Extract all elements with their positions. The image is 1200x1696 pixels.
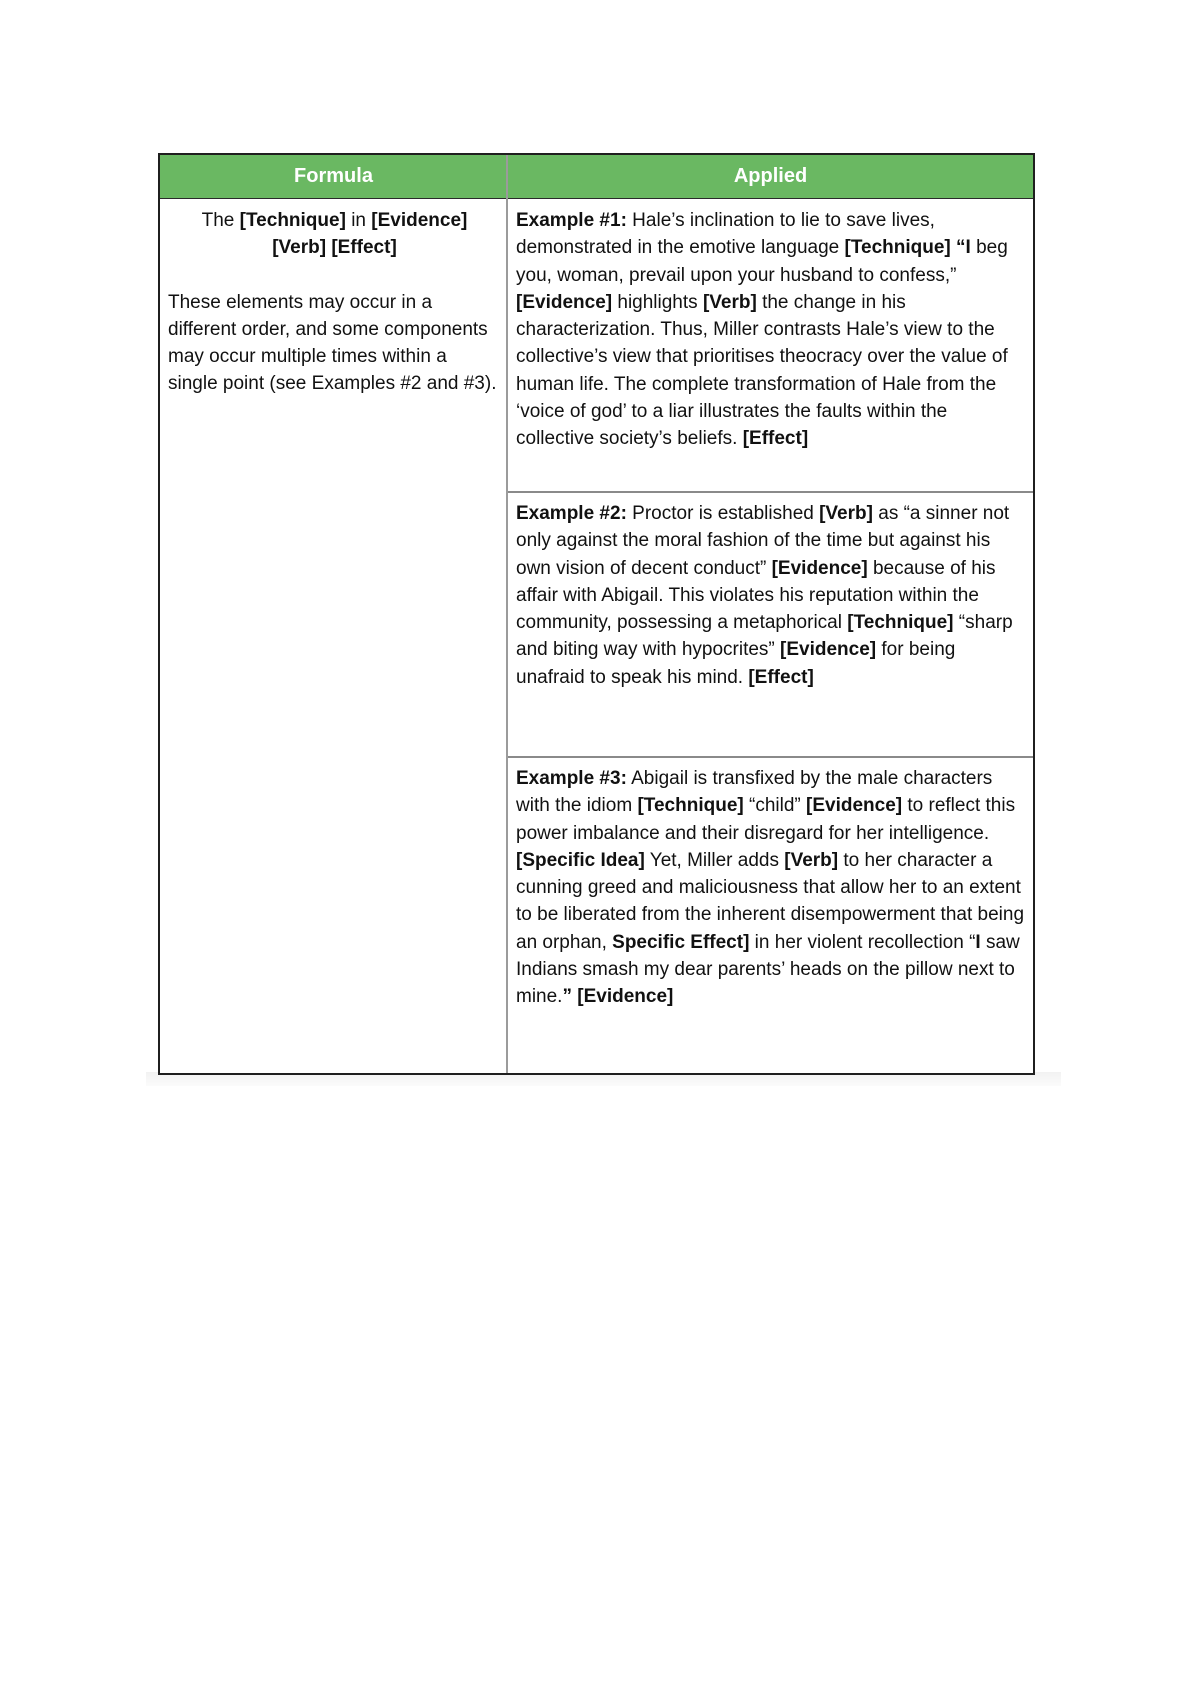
text-run: in bbox=[345, 210, 372, 231]
text-run: highlights bbox=[612, 291, 703, 313]
text-run: Proctor is established bbox=[626, 503, 820, 524]
text-run: “child” bbox=[743, 795, 807, 817]
bold-text-run: [Evidence] bbox=[780, 639, 877, 661]
text-run: Hale’s inclination to lie to save lives, demonstrated in the emotive language bbox=[516, 210, 935, 259]
bold-text-run: Example #3: bbox=[516, 768, 627, 789]
row-divider-1 bbox=[508, 491, 1033, 493]
bold-text-run: [Evidence] bbox=[806, 795, 903, 817]
bold-text-run: [Effect] bbox=[742, 428, 809, 450]
bold-text-run: Example #2: bbox=[516, 503, 627, 524]
text-run: The bbox=[201, 210, 240, 231]
formula-header: Formula bbox=[294, 165, 373, 187]
bold-text-run: [Evidence] bbox=[771, 557, 868, 579]
bold-text-run: [Technique] bbox=[637, 795, 744, 817]
text-run: the change in his characterization. Thus, Miller contrasts Hale’s view to the collective’s view that prioritises theocracy over the value of human life. The complete transformation of Hale from the ‘voice of god’ to a liar illustrates the faults within the collective society’s beliefs. bbox=[516, 291, 1008, 450]
table-header-row bbox=[160, 155, 1033, 199]
example-3-cell bbox=[516, 765, 1028, 1011]
bold-text-run: [Verb] bbox=[784, 849, 839, 871]
bold-text-run: [Technique] bbox=[239, 210, 346, 231]
text-run: beg you, woman, prevail upon your husband to confess,” bbox=[516, 237, 1008, 286]
text-run: because of his affair with Abigail. This violates his reputation within the community, possessing a metaphorical bbox=[516, 557, 996, 634]
bold-text-run: Specific Effect] bbox=[612, 931, 750, 953]
example-2-cell bbox=[516, 500, 1028, 691]
bold-text-run: [Verb] bbox=[819, 503, 873, 524]
example-1-cell bbox=[516, 207, 1028, 453]
text-run: to her character a cunning greed and maliciousness that allow her to an extent to be liberated from the inherent disempowerment that being an orphan, bbox=[516, 849, 1025, 953]
bold-text-run: [Evidence] bbox=[516, 291, 613, 313]
formula-title bbox=[168, 207, 501, 262]
formula-note: These elements may occur in a different order, and some components may occur multiple times within a single point (see Examples #2 and #3). bbox=[168, 291, 497, 395]
text-run: “sharp and biting way with hypocrites” bbox=[516, 612, 1013, 661]
bold-text-run: I bbox=[975, 931, 981, 953]
text-run: in her violent recollection “ bbox=[749, 931, 976, 953]
bold-text-run: [Evidence] [Verb] [Effect] bbox=[272, 210, 468, 259]
bold-text-run: [Specific Idea] bbox=[516, 849, 645, 871]
text-run: to reflect this power imbalance and their disregard for her intelligence. bbox=[516, 795, 1016, 844]
bold-text-run: [Technique] “I bbox=[844, 237, 971, 259]
bold-text-run: [Effect] bbox=[748, 666, 814, 688]
text-run: saw Indians smash my dear parents’ heads on the pillow next to mine. bbox=[516, 931, 1020, 1008]
applied-header: Applied bbox=[733, 165, 808, 187]
text-run: Yet, Miller adds bbox=[644, 849, 785, 871]
formula-table bbox=[158, 153, 1035, 1075]
text-run: as “a sinner not only against the moral fashion of the time but against his own vision of decent conduct” bbox=[516, 503, 1010, 579]
bold-text-run: ” [Evidence] bbox=[562, 986, 674, 1008]
row-divider-2 bbox=[508, 756, 1033, 758]
bold-text-run: [Verb] bbox=[702, 291, 757, 313]
bold-text-run: [Technique] bbox=[847, 612, 954, 634]
text-run: Abigail is transfixed by the male characters with the idiom bbox=[516, 768, 993, 817]
formula-cell bbox=[168, 207, 501, 398]
column-divider bbox=[506, 155, 508, 1073]
bold-text-run: Example #1: bbox=[516, 210, 627, 231]
text-run: for being unafraid to speak his mind. bbox=[516, 639, 956, 688]
